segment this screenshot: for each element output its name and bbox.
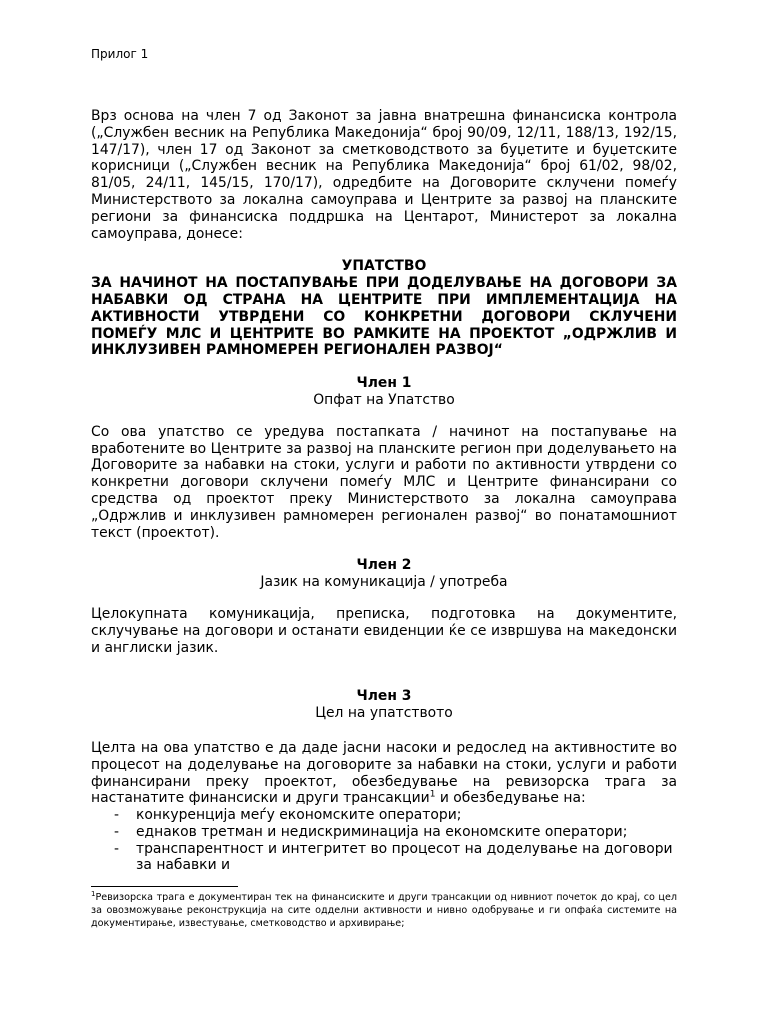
article-text: Целокупната комуникација, преписка, подготовка на документите, склучување на договори и останати евиденции ќе се извршува на македонски и англиски јазик. xyxy=(91,605,677,656)
article-heading: Член 2 xyxy=(356,557,412,574)
footnote xyxy=(91,891,677,931)
footnote-text: Ревизорска трага е документиран тек на финансиските и други трансакции од нивниот почеток до крај, со цел за овозможување реконструкција на сите одделни активности и нивно одобрување и ги опфаќа системите на документирање, известување, сметководство и архивирање; xyxy=(91,892,677,930)
bullet-list xyxy=(91,807,677,874)
article-heading: Член 3 xyxy=(356,688,412,705)
list-item xyxy=(91,807,677,824)
document-body xyxy=(91,108,677,874)
article-1 xyxy=(91,375,677,541)
article-3 xyxy=(91,688,677,874)
article-text xyxy=(91,740,677,807)
article-subtitle: Опфат на Упатство xyxy=(313,391,455,408)
footnote-number: 1 xyxy=(91,889,96,898)
preamble: Врз основа на член 7 од Законот за јавна внатрешна финансиска контрола („Службен весник на Република Македонија“ број 90/09, 12/11, 188/13, 192/15, 147/17), член 17 од Законот за сметководството за буџетите и буџетските корисници („Службен весник на Република Македонија“ број 61/02, 98/02, 81/05, 24/11, 145/15, 170/17), одредбите на Договорите склучени помеѓу Министерството за локална самоуправа и Центрите за развој на планските региони за финансиска поддршка на Центарот, Министерот за локална самоуправа, донесе: xyxy=(91,108,677,242)
list-item-text: еднаков третман и недискриминација на економските оператори; xyxy=(136,823,628,840)
footnote-separator xyxy=(91,886,238,887)
bullet-marker: - xyxy=(114,807,120,824)
article-text-part: и обезбедување на: xyxy=(435,790,586,807)
list-item xyxy=(91,841,677,875)
article-text-part: Целта на ова упатство е да даде јасни насоки и редослед на активностите во процесот на доделување на договорите за набавки на стоки, услуги и работи финансирани преку проектот, обезбедување на ревизорска трага за настанатите финансиски и други трансакции xyxy=(91,739,677,807)
annex-label: Прилог 1 xyxy=(91,47,149,61)
list-item-text: транспарентност и интегритет во процесот на доделување на договори за набавки и xyxy=(136,840,673,874)
article-subtitle: Цел на упатството xyxy=(315,705,453,722)
bullet-marker: - xyxy=(114,840,120,857)
article-text: Со ова упатство се уредува постапката / начинот на постапување на вработените во Центрите за развој на планските регион при доделувањето на Договорите за набавки на стоки, услуги и работи по активности утврдени со конкретни договори склучени помеѓу МЛС и Центрите финансирани со средства од проектот преку Министерството за локална самоуправа „Одржлив и инклузивен рамномерен регионален развој“ во понатамошниот текст (проектот). xyxy=(91,423,677,541)
bullet-marker: - xyxy=(114,823,120,840)
article-2 xyxy=(91,557,677,656)
article-subtitle: Јазик на комуникација / употреба xyxy=(260,574,508,591)
title-block xyxy=(91,258,677,359)
list-item-text: конкуренција меѓу економските оператори; xyxy=(136,807,462,824)
article-heading: Член 1 xyxy=(356,375,412,392)
document-title: УПАТСТВО xyxy=(341,258,427,275)
footnote-reference: 1 xyxy=(429,789,436,800)
document-title-body: ЗА НАЧИНОТ НА ПОСТАПУВАЊЕ ПРИ ДОДЕЛУВАЊЕ НА ДОГОВОРИ ЗА НАБАВКИ ОД СТРАНА НА ЦЕНТРИТЕ ПРИ ИМПЛЕМЕНТАЦИЈА НА АКТИВНОСТИ УТВРДЕНИ СО КОНКРЕТНИ ДОГОВОРИ СКЛУЧЕНИ ПОМЕЃУ МЛС И ЦЕНТРИТЕ ВО РАМКИТЕ НА ПРОЕКТОТ „ОДРЖЛИВ И ИНКЛУЗИВЕН РАМНОМЕРЕН РЕГИОНАЛЕН РАЗВОЈ“ xyxy=(91,275,677,359)
list-item xyxy=(91,824,677,841)
